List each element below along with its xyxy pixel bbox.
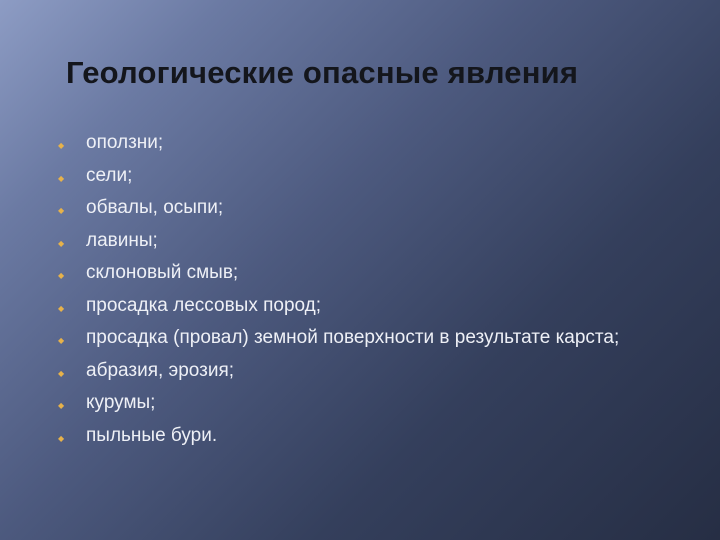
bullet-icon: ◆: [58, 206, 65, 215]
list-item: [52, 132, 682, 153]
list-item-text: склоновый смыв;: [86, 262, 239, 283]
bullet-icon: ◆: [58, 368, 65, 378]
bullet-icon: ◆: [58, 141, 65, 150]
list-item: [52, 197, 682, 218]
list-item-text: сели;: [86, 164, 133, 186]
list-item: [52, 295, 682, 316]
list-item-text: оползни;: [86, 132, 164, 153]
list-item-text: обвалы, осыпи;: [86, 197, 224, 218]
bullet-icon: ◆: [58, 336, 65, 345]
list-item-text: просадка (провал) земной поверхности в результате карста;: [86, 327, 620, 348]
list-item: [52, 360, 682, 381]
list-item: [52, 165, 682, 186]
slide-title: Геологические опасные явления: [66, 55, 579, 90]
bullet-icon: ◆: [58, 271, 65, 280]
bullet-icon: ◆: [58, 303, 65, 313]
list-item-text: пыльные бури.: [86, 424, 218, 446]
bullet-icon: ◆: [58, 401, 65, 410]
list-item-text: лавины;: [86, 229, 158, 251]
bullet-icon: ◆: [58, 433, 65, 443]
list-item: [52, 230, 682, 251]
list-item-text: абразия, эрозия;: [86, 359, 235, 381]
bullet-list: [52, 132, 682, 457]
list-item: [52, 327, 682, 348]
list-item: [52, 392, 682, 413]
list-item: [52, 262, 682, 283]
list-item-text: курумы;: [86, 392, 156, 413]
list-item: [52, 425, 682, 446]
bullet-icon: ◆: [58, 238, 65, 248]
list-item-text: просадка лессовых пород;: [86, 294, 322, 316]
bullet-icon: ◆: [58, 173, 65, 183]
